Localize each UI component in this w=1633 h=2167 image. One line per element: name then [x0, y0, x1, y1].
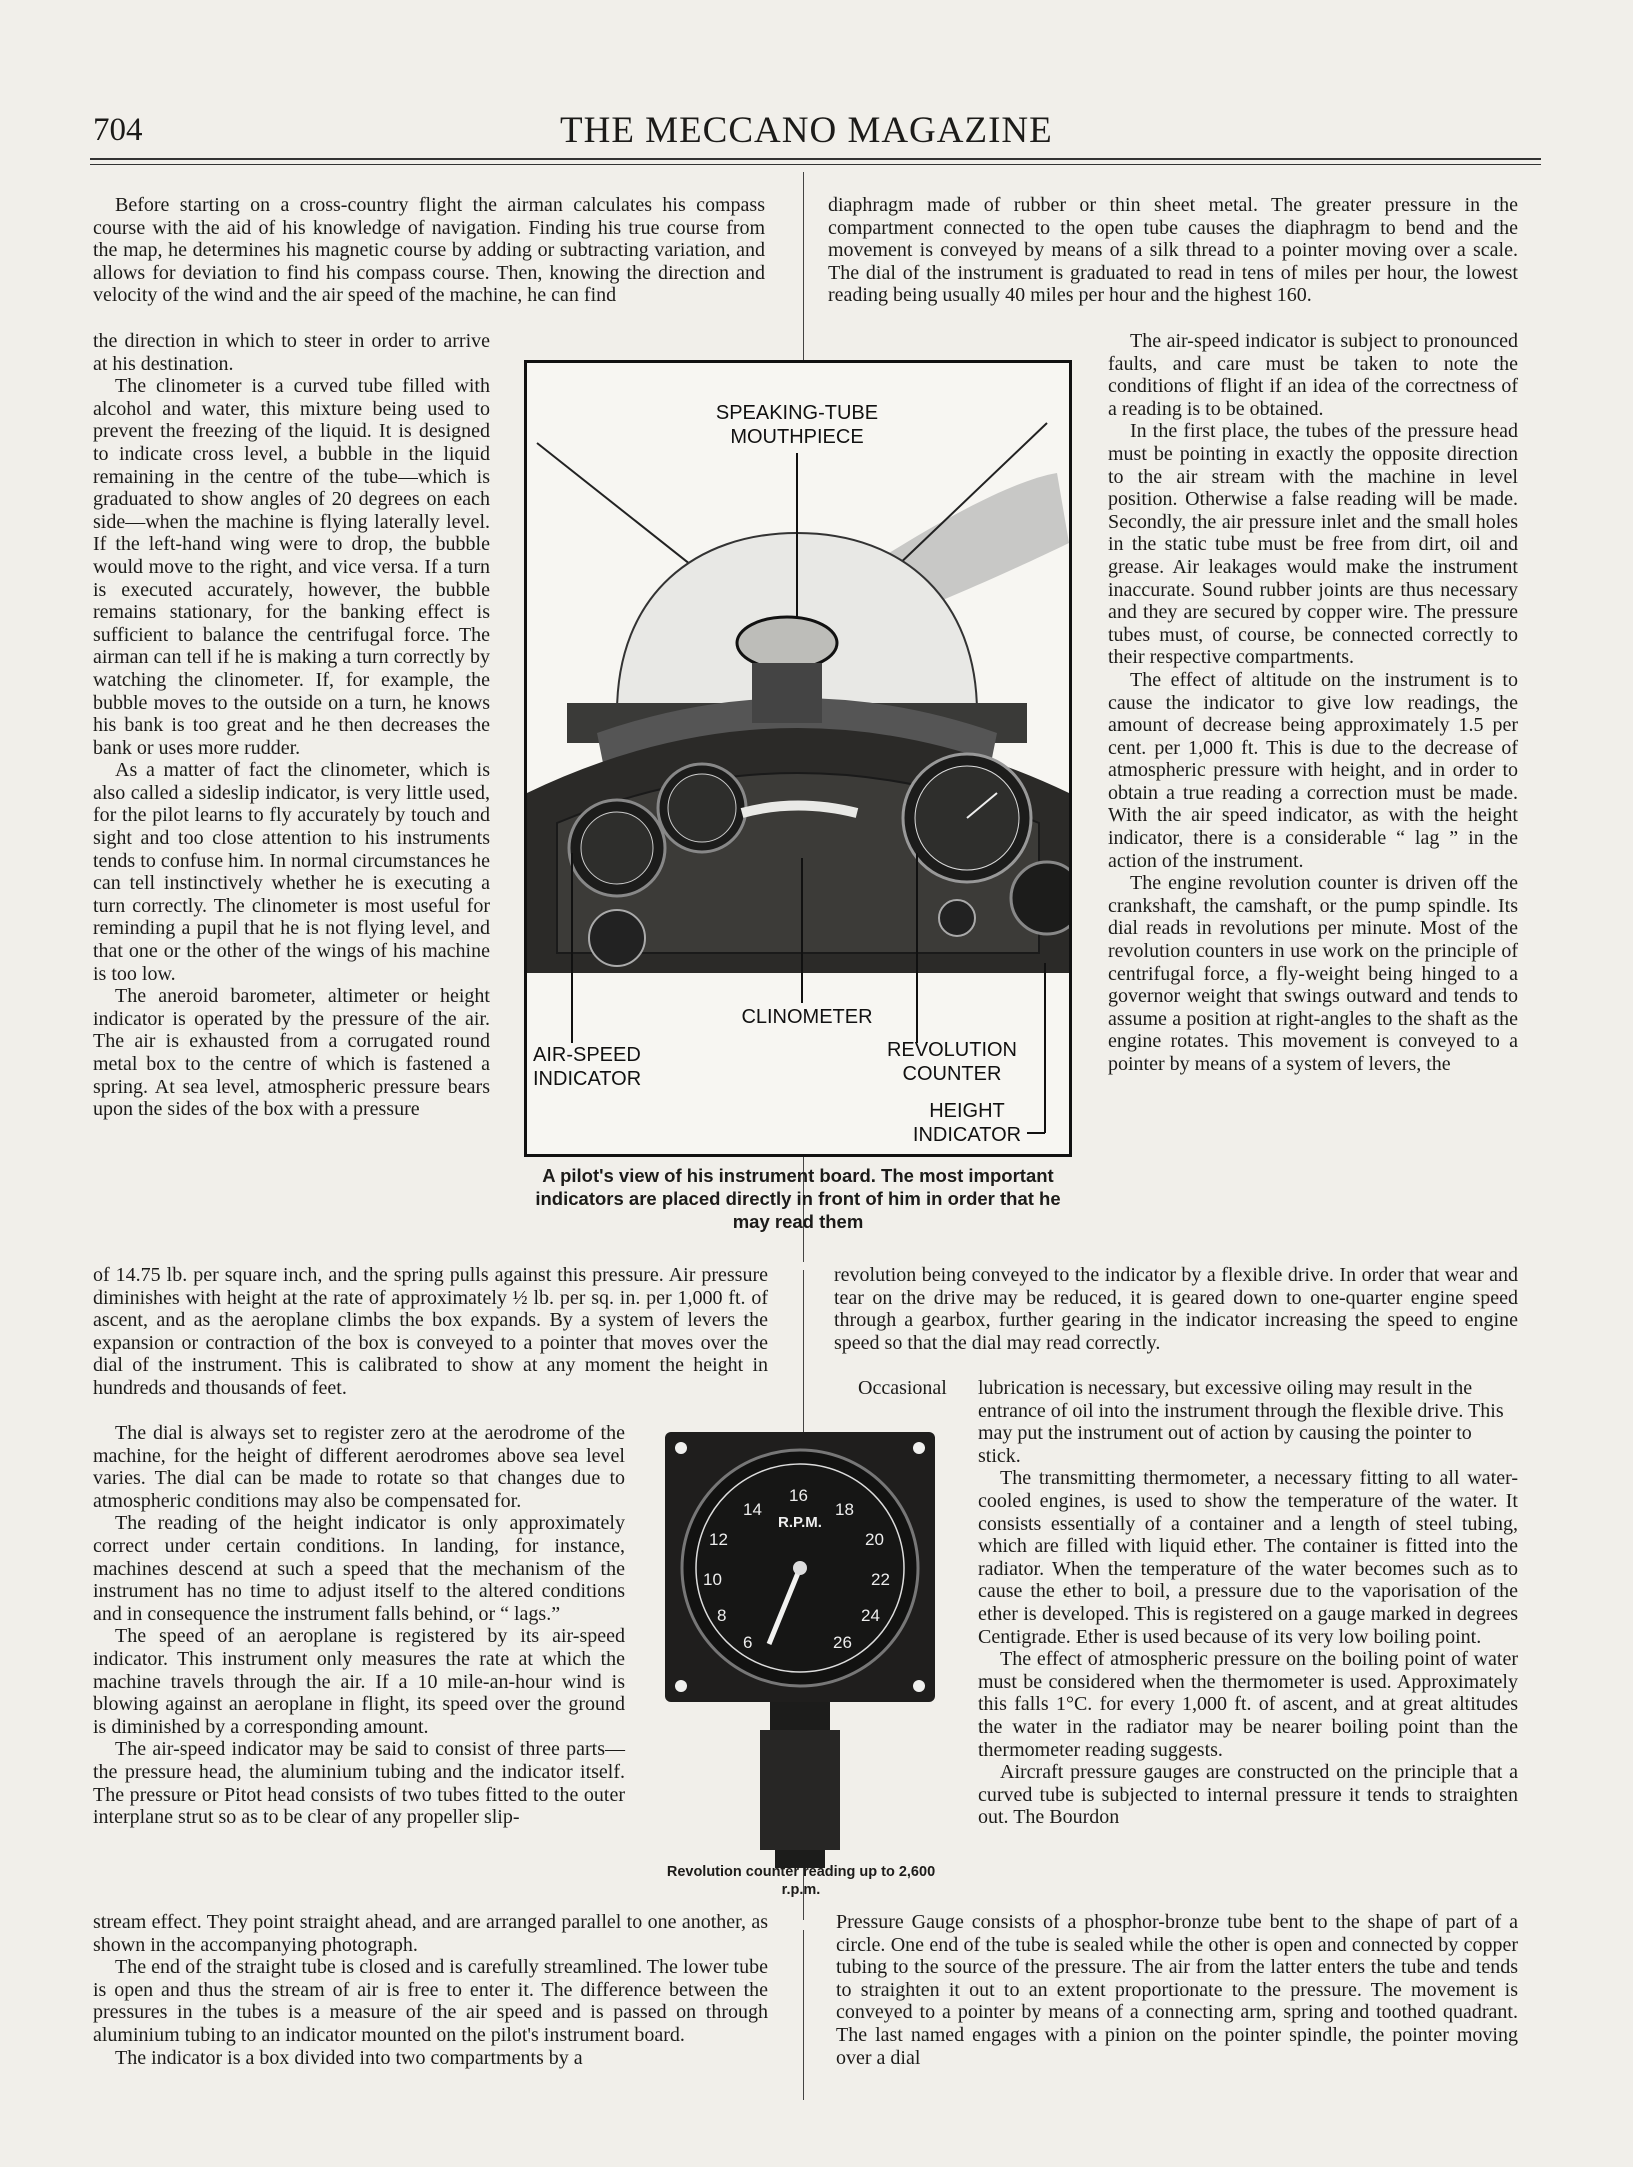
header-rule	[90, 158, 1541, 160]
paragraph: In the first place, the tubes of the pressure head must be pointing in exactly the opposite direction to the air stream with the machine in level position. Otherwise a false reading will be made. Secondly, the air pressure inlet and the small holes in the static tube must be free from dirt, oil and grease. Air leakages would make the instrument inaccurate. Sound rubber joints are thus necessary and they are secured by copper wire. The pressure tubes must, of course, be connected correctly to their respective compartments.	[1108, 420, 1518, 669]
paragraph: Aircraft pressure gauges are constructed on the principle that a curved tube is subjected to internal pressure it tends to straighten out. The Bourdon	[978, 1761, 1518, 1829]
paragraph: revolution being conveyed to the indicator by a flexible drive. In order that wear and tear on the drive may be reduced, it is geared down to one-quarter engine speed through a gearbox, further gearing in the indicator increasing the speed to engine speed so that the dial may read correctly.	[834, 1264, 1518, 1354]
dial-num-14: 14	[743, 1500, 762, 1519]
dial-caption: Revolution counter reading up to 2,600 r.p.m.	[666, 1864, 936, 1898]
dial-num-6: 6	[743, 1633, 753, 1652]
dial-num-22: 22	[871, 1570, 890, 1589]
instrument-board-figure	[524, 360, 1072, 1157]
header-rule-thin	[90, 164, 1541, 165]
paragraph: The aneroid barometer, altimeter or height indicator is operated by the pressure of the air. The air is exhausted from a corrugated round metal box to the centre of which is fastened a spring. At sea level, atmospheric pressure bears upon the sides of the box with a pressure	[93, 985, 490, 1121]
article-column-left-top	[93, 194, 765, 307]
paragraph: Pressure Gauge consists of a phosphor-bronze tube bent to the shape of part of a circle. One end of the tube is sealed while the other is open and connected by copper tubing to the source of the pressure. The air from the latter enters the tube and tends to straighten it out to an extent proportionate to the pressure. The movement is conveyed to a pointer by means of a connecting arm, spring and toothed quadrant. The last named engages with a pinion on the pointer spindle, the pointer moving over a dial	[836, 1911, 1518, 2069]
dial-num-24: 24	[861, 1606, 880, 1625]
article-column-right-mid	[978, 1377, 1518, 1829]
paragraph: The speed of an aeroplane is registered by its air-speed indicator. This instrument only measures the rate at which the machine travels through the air. If a 10 mile-an-hour wind is blowing against an aeroplane in flight, its speed over the ground is diminished by a corresponding amount.	[93, 1625, 625, 1738]
article-column-right-narrow	[1108, 330, 1518, 1076]
label-clinometer: CLINOMETER	[741, 1006, 873, 1028]
article-column-right-bottom	[836, 1911, 1518, 2069]
label-height-line1: HEIGHT	[929, 1100, 1005, 1122]
dial-title: R.P.M.	[778, 1514, 822, 1531]
label-revolution-line2: COUNTER	[902, 1063, 1002, 1085]
dial-num-10: 10	[703, 1570, 722, 1589]
paragraph: The indicator is a box divided into two compartments by a	[115, 2046, 583, 2069]
article-column-right-wide	[834, 1264, 1518, 1354]
article-column-left-narrow	[93, 330, 490, 1121]
paragraph: The engine revolution counter is driven off the crankshaft, the camshaft, or the pump spindle. Its dial reads in revolutions per minute. Most of the revolution counters in use work on the principle of centrifugal force, a fly-weight being hinged to a governor weight that swings outward and tends to assume a position at right-angles to the shaft as the engine rotates. This movement is conveyed to a pointer by means of a system of levers, the	[1108, 872, 1518, 1075]
label-speaking-tube-line1: SPEAKING-TUBE	[715, 402, 879, 424]
dial-num-18: 18	[835, 1500, 854, 1519]
dial-num-8: 8	[717, 1606, 727, 1625]
page-number: 704	[93, 112, 143, 148]
paragraph: The effect of altitude on the instrument is to cause the indicator to give low readings, the amount of decrease being approximately 1.5 per cent. per 1,000 ft. This is due to the decrease of atmospheric pressure with height, and in order to obtain a true reading a correction must be made. With the air speed indicator, as with the height indicator, there is a considerable “ lag ” in the action of the instrument.	[1108, 668, 1518, 872]
paragraph: The air-speed indicator is subject to pronounced faults, and care must be taken to note the conditions of flight if an idea of the correctness of a reading is to be obtained.	[1108, 330, 1518, 420]
label-height-indicator	[897, 1099, 1037, 1147]
label-revolution-line1: REVOLUTION	[886, 1039, 1018, 1061]
paragraph: The effect of atmospheric pressure on the boiling point of water must be considered when the thermometer is used. Approximately this falls 1°C. for every 1,000 ft. of ascent, and at great altitudes the water in the radiator may be nearer boiling point than the thermometer reading suggests.	[978, 1648, 1518, 1761]
label-speaking-tube-line2: MOUTHPIECE	[730, 426, 864, 448]
paragraph: lubrication is necessary, but excessive oiling may result in the entrance of oil into the instrument through the flexible drive. This may put the instrument out of action by causing the pointer to stick.	[978, 1377, 1504, 1467]
paragraph: As a matter of fact the clinometer, which is also called a sideslip indicator, is very little used, for the pilot learns to fly accurately by touch and sight and too close attention to his instruments tends to confuse him. In normal circumstances he can tell instinctively whether he is executing a turn correctly. The clinometer is most useful for reminding a pupil that he is not flying level, and that one or the other of the wings of his machine is too low.	[93, 759, 490, 985]
label-height-line2: INDICATOR	[912, 1124, 1022, 1146]
column-divider	[803, 1930, 804, 2100]
dial-num-20: 20	[865, 1530, 884, 1549]
dial-num-26: 26	[833, 1633, 852, 1652]
article-column-left-wide	[93, 1264, 768, 1400]
label-speaking-tube	[677, 401, 917, 449]
paragraph: The reading of the height indicator is only approximately correct under certain conditions. In landing, for instance, machines descend at such a speed that the mechanism of the instrument has no time to adjust itself to the altered conditions and in consequence the instrument falls behind, or “ lags.”	[93, 1512, 625, 1625]
dial-num-12: 12	[709, 1530, 728, 1549]
dial-num-16: 16	[789, 1486, 808, 1505]
revolution-counter-figure	[665, 1432, 940, 1872]
paragraph: Before starting on a cross-country flight the airman calculates his compass course with the aid of his knowledge of navigation. Finding his true course from the map, he determines his magnetic course by adding or subtracting variation, and allows for deviation to find his compass course. Then, knowing the direction and velocity of the wind and the air speed of the machine, he can find	[93, 194, 765, 307]
label-air-speed-line2: INDICATOR	[533, 1068, 642, 1090]
instrument-board-drawing	[527, 363, 1069, 1154]
article-column-left-bottom	[93, 1911, 768, 2069]
figure-caption: A pilot's view of his instrument board. The most important indicators are placed directly in front of him in order that he may read them	[535, 1165, 1061, 1232]
article-column-right-top	[828, 194, 1518, 307]
article-column-right-occasional	[858, 1377, 978, 1400]
paragraph: of 14.75 lb. per square inch, and the spring pulls against this pressure. Air pressure diminishes with height at the rate of approximately ½ lb. per sq. in. per 1,000 ft. of ascent, and as the aeroplane climbs the box expands. By a system of levers the expansion or contraction of the box is conveyed to a pointer that moves over the dial of the instrument. This is calibrated to show at any moment the height in hundreds and thousands of feet.	[93, 1264, 768, 1399]
magazine-title: THE MECCANO MAGAZINE	[560, 110, 1053, 151]
paragraph: diaphragm made of rubber or thin sheet metal. The greater pressure in the compartment connected to the open tube causes the diaphragm to bend and the movement is conveyed by means of a silk thread to a pointer moving over a scale. The dial of the instrument is graduated to read in tens of miles per hour, the lowest reading being usually 40 miles per hour and the highest 160.	[828, 194, 1518, 307]
label-air-speed	[533, 1043, 673, 1091]
text-fragment: Occasional	[858, 1377, 947, 1399]
paragraph: The clinometer is a curved tube filled with alcohol and water, this mixture being used to prevent the freezing of the liquid. It is designed to indicate cross level, a bubble in the liquid remaining in the centre of the tube—which is graduated to show angles of 20 degrees on each side—when the machine is flying laterally level. If the left-hand wing were to drop, the bubble would move to the right, and vice versa. If a turn is executed accurately, however, the bubble remains stationary, for the banking effect is sufficient to balance the centrifugal force. The airman can tell if he is making a turn correctly by watching the clinometer. If, for example, the bubble moves to the outside on a turn, he knows his bank is too great and he then decreases the bank or uses more rudder.	[93, 375, 490, 759]
paragraph: The air-speed indicator may be said to consist of three parts—the pressure head, the aluminium tubing and the indicator itself. The pressure or Pitot head consists of two tubes fitted to the outer interplane strut so as to be clear of any propeller slip-	[93, 1738, 625, 1829]
label-revolution-counter	[877, 1038, 1027, 1086]
label-air-speed-line1: AIR-SPEED	[533, 1044, 641, 1066]
article-column-left-mid	[93, 1422, 625, 1829]
paragraph: The end of the straight tube is closed and is carefully streamlined. The lower tube is open and thus the stream of air is free to enter it. The difference between the pressures in the tubes is a measure of the air speed and is passed on through aluminium tubing to an indicator mounted on the pilot's instrument board.	[93, 1956, 768, 2046]
paragraph: The transmitting thermometer, a necessary fitting to all water-cooled engines, is used to show the temperature of the water. It consists essentially of a container and a length of steel tubing, which are filled with liquid ether. The container is fitted into the radiator. When the temperature of the water becomes such as to cause the ether to boil, a pressure due to the vaporisation of the ether is developed. This is registered on a gauge marked in degrees Centigrade. Ether is used because of its very low boiling point.	[978, 1467, 1518, 1648]
paragraph: stream effect. They point straight ahead, and are arranged parallel to one another, as shown in the accompanying photograph.	[93, 1911, 768, 1956]
paragraph: The dial is always set to register zero at the aerodrome of the machine, for the height of different aerodromes above sea level varies. The dial can be made to rotate so that changes due to atmospheric conditions may also be compensated for.	[93, 1422, 625, 1512]
paragraph: the direction in which to steer in order to arrive at his destination.	[93, 330, 490, 375]
